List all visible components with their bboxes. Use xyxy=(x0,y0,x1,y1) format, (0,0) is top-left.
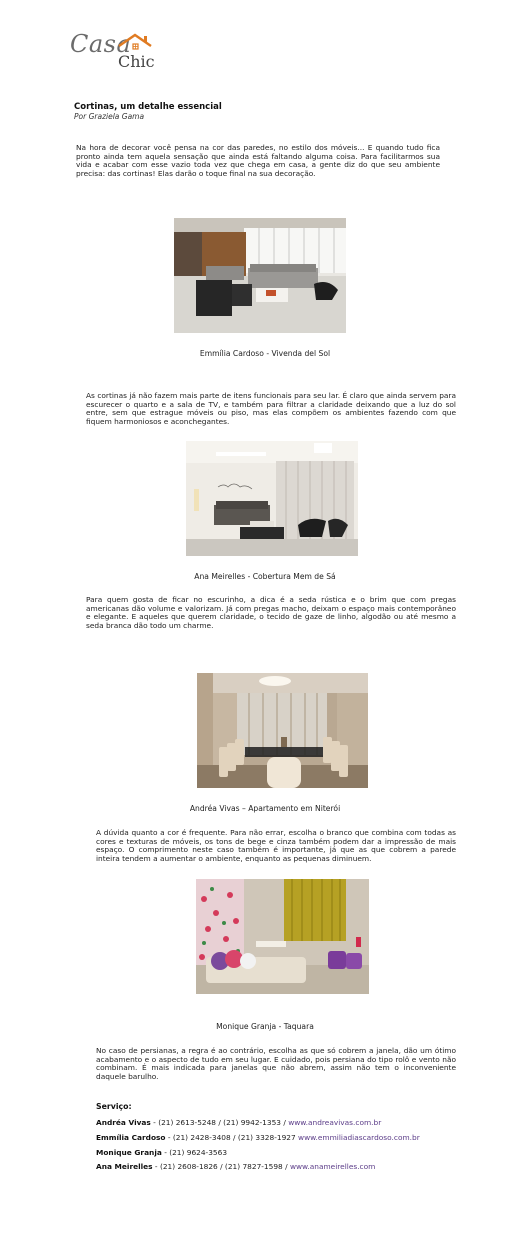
photo-caption-1: Emmília Cardoso - Vivenda del Sol xyxy=(199,349,331,358)
service-item xyxy=(96,1162,375,1171)
service-link[interactable]: www.emmiliadiascardoso.com.br xyxy=(298,1133,420,1142)
service-item xyxy=(96,1118,381,1127)
service-phones: - (21) 2613-5248 / (21) 9942-1353 / xyxy=(150,1118,289,1127)
logo-casa-text: Casa xyxy=(70,30,132,58)
white-living-room-photo xyxy=(186,441,358,556)
logo-chic-text: Chic xyxy=(118,52,155,71)
service-phones: - (21) 2428-3408 / (21) 3328-1927 xyxy=(165,1133,299,1142)
photo-caption-3: Andréa Vivas – Apartamento em Niterói xyxy=(189,804,341,813)
article-byline: Por Graziela Gama xyxy=(74,112,145,121)
service-link[interactable]: www.andreavivas.com.br xyxy=(288,1118,382,1127)
service-item xyxy=(96,1148,227,1157)
paragraph-1: As cortinas já não fazem mais parte de itens funcionais para seu lar. É claro que ainda servem para escurecer o quarto e a sala de TV, e também para filtrar a claridade deixando que a luz do sol entre, sem que estrague móveis ou piso, mas elas compõem os ambientes fazendo com que fiquem harmoniosos e aconchegantes. xyxy=(86,391,456,427)
service-phones: - (21) 2608-1826 / (21) 7827-1598 / xyxy=(152,1162,290,1171)
service-name: Monique Granja xyxy=(96,1148,162,1157)
service-name: Ana Meirelles xyxy=(96,1162,153,1171)
service-name: Andréa Vivas xyxy=(96,1118,151,1127)
photo-caption-2: Ana Meirelles - Cobertura Mem de Sá xyxy=(194,572,336,581)
service-item xyxy=(96,1133,420,1142)
service-phones: - (21) 9624-3563 xyxy=(161,1148,228,1157)
service-link[interactable]: www.anameirelles.com xyxy=(289,1162,376,1171)
services-title: Serviço: xyxy=(96,1102,132,1111)
article-title: Cortinas, um detalhe essencial xyxy=(74,102,222,112)
intro-paragraph: Na hora de decorar você pensa na cor das paredes, no estilo dos móveis... E quando tudo fica pronto ainda tem aquela sensação que ainda está faltando alguma coisa. Para facilitarmos sua vida e acabar com esse vazio toda vez que chega em casa, a gente diz do que seu ambiente precisa: das cortinas! Elas darão o toque final na sua decoração. xyxy=(76,143,440,179)
paragraph-3: A dúvida quanto a cor é frequente. Para não errar, escolha o branco que combina com todas as cores e texturas de móveis, os tons de bege e cinza também podem dar a impressão de mais espaço. O comprimento neste caso também é importante, já que as que cobrem a parede inteira tendem a aumentar o ambiente, enquanto as pequenas diminuem. xyxy=(96,828,456,864)
living-room-photo xyxy=(174,218,346,333)
photo-caption-4: Monique Granja - Taquara xyxy=(216,1022,314,1031)
paragraph-4: No caso de persianas, a regra é ao contrário, escolha as que só cobrem a janela, dão um ótimo acabamento e o aspecto de tudo em seu lugar. E cuidado, pois persiana do tipo rolô e vento não combinam. É mais indicada para janelas que não abrem, assim não tem o inconveniente daquele barulho. xyxy=(96,1046,456,1082)
colorful-room-photo xyxy=(196,879,369,994)
service-name: Emmília Cardoso xyxy=(96,1133,166,1142)
paragraph-2: Para quem gosta de ficar no escurinho, a dica é a seda rústica e o brim que com pregas americanas dão volume e valorizam. Já com pregas macho, deixam o espaço mais contemporâneo e elegante. E aqueles que querem claridade, o tecido de gaze de linho, algodão ou até mesmo a seda branca dão todo um charme. xyxy=(86,595,456,631)
dining-room-photo xyxy=(197,673,368,788)
